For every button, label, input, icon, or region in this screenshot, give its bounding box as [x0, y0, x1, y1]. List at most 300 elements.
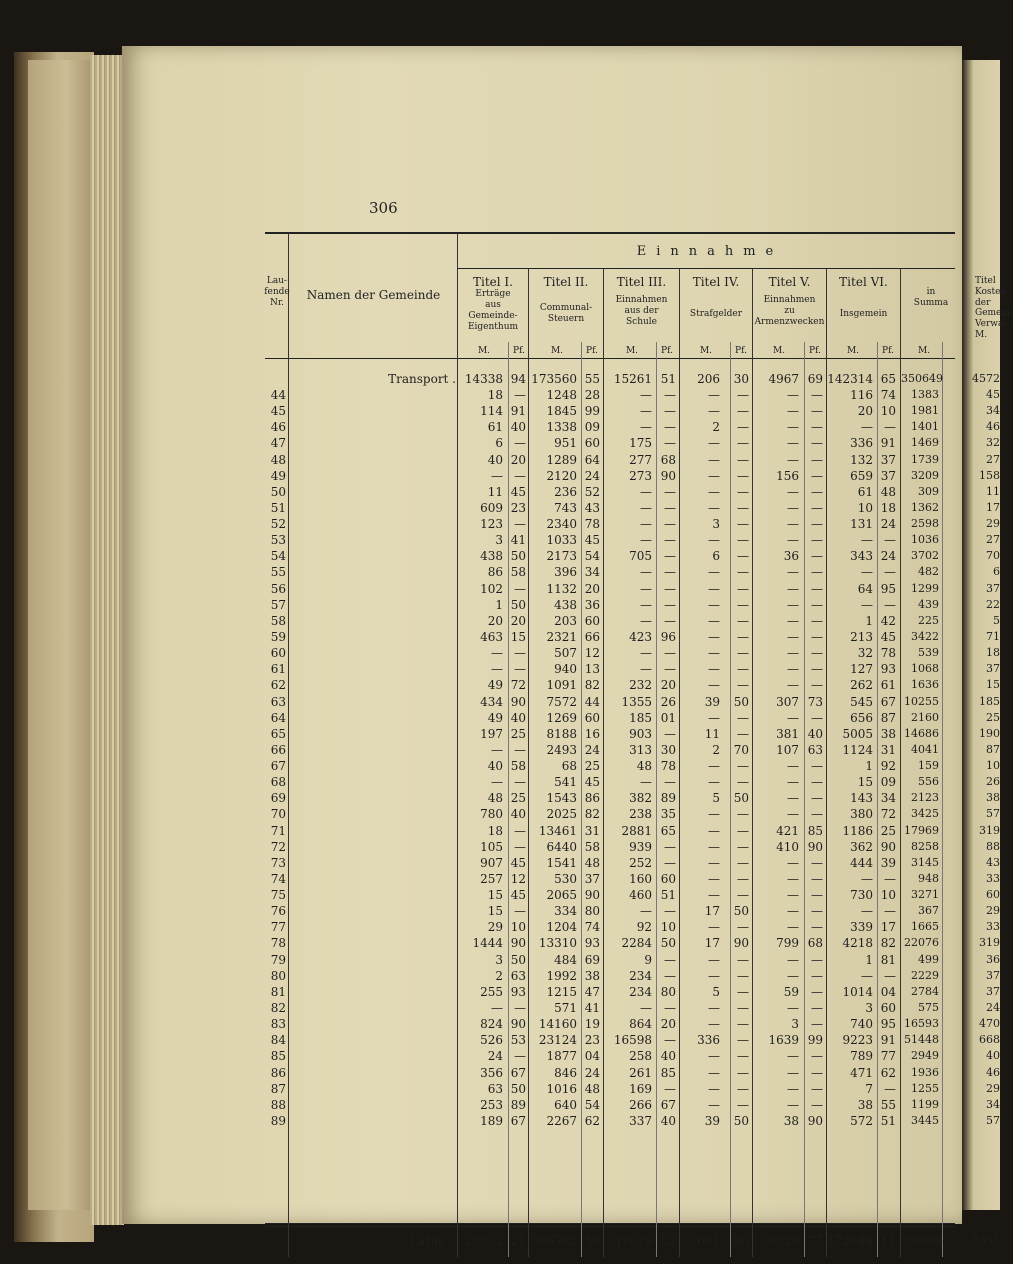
- cell: 47: [584, 984, 600, 999]
- cell: 69: [584, 952, 600, 967]
- cell: 656: [850, 710, 873, 725]
- facing-cell: 57: [986, 1113, 1000, 1127]
- header-name: Namen der Gemeinde: [306, 288, 441, 302]
- facing-cell: 18: [986, 646, 1000, 660]
- facing-cell: 158: [979, 468, 1000, 482]
- cell: —: [861, 597, 873, 612]
- row-number: 52: [270, 517, 286, 531]
- cell: —: [787, 533, 799, 548]
- cell: 04: [880, 984, 896, 999]
- cell: 60: [880, 1000, 896, 1015]
- cell: 96: [660, 630, 676, 644]
- row-number: 56: [270, 581, 286, 596]
- facing-cell: 470: [979, 1017, 1000, 1031]
- cell: 18: [487, 388, 503, 402]
- row-number: 82: [270, 1000, 286, 1015]
- cell: 24: [584, 468, 600, 483]
- row-number: 67: [270, 759, 286, 773]
- table-row: [0, 435, 1000, 451]
- cell: —: [708, 775, 720, 790]
- cell: —: [664, 1033, 676, 1048]
- header-title-1: Titel I. Erträge aus Gemeinde- Eigenthum: [467, 275, 519, 332]
- cell: 2881: [621, 823, 652, 838]
- cell: 609: [480, 500, 503, 515]
- header-title-3: Titel III. Einnahmen aus der Schule: [615, 275, 668, 327]
- cell: —: [640, 533, 652, 548]
- cell: 482: [918, 565, 939, 579]
- cell: —: [737, 484, 749, 499]
- cell: 25: [510, 791, 526, 806]
- cell: 434: [480, 694, 503, 709]
- cell: 80: [660, 984, 676, 999]
- cell: 40: [487, 452, 503, 467]
- row-number: 64: [270, 710, 286, 725]
- cell: —: [787, 404, 799, 419]
- cell: —: [787, 662, 799, 677]
- cell: —: [787, 630, 799, 644]
- cell: —: [708, 1065, 720, 1080]
- cell: 1981: [911, 404, 939, 418]
- cell: —: [708, 1000, 720, 1015]
- cell: —: [708, 388, 720, 402]
- cell: 40: [807, 726, 823, 741]
- cell: 1355: [621, 694, 652, 709]
- cell: —: [708, 759, 720, 773]
- cell: 10: [880, 888, 896, 902]
- cell: —: [708, 597, 720, 612]
- cell: —: [664, 404, 676, 419]
- cell: 799: [776, 936, 799, 951]
- table-row: [0, 935, 1000, 951]
- facing-cell: 29: [986, 904, 1000, 918]
- row-number: 57: [270, 597, 286, 612]
- cell: —: [491, 468, 503, 483]
- cell: —: [737, 823, 749, 838]
- cell: —: [737, 404, 749, 419]
- table-row: [0, 1048, 1000, 1064]
- cell: —: [884, 533, 896, 548]
- cell: 313: [629, 742, 652, 757]
- row-number: 77: [270, 920, 286, 935]
- cell: 36: [584, 597, 600, 612]
- transport-row: [0, 371, 1000, 387]
- table-row: [0, 484, 1000, 500]
- cell: 90: [807, 1113, 823, 1128]
- cell: 159: [918, 759, 939, 772]
- cell: 1338: [546, 420, 577, 435]
- cell: —: [708, 468, 720, 483]
- cell: 64: [584, 452, 600, 467]
- cell: 556: [918, 775, 939, 789]
- cell: 91: [880, 436, 896, 451]
- cell: —: [737, 452, 749, 467]
- cell: 90: [510, 694, 526, 709]
- cell: 2: [712, 420, 720, 435]
- cell: —: [811, 759, 823, 773]
- cell: 20: [487, 613, 503, 628]
- cell: 90: [807, 839, 823, 854]
- cell: 39: [704, 694, 720, 709]
- cell: —: [737, 871, 749, 886]
- row-number: 74: [270, 871, 286, 886]
- cell: 1541: [546, 855, 577, 870]
- cell: 463: [480, 630, 503, 644]
- facing-page-header: Titel Kosten der Gemein- Verwal- M.: [975, 276, 1013, 340]
- cell: 2160: [911, 710, 939, 724]
- cell: —: [664, 952, 676, 967]
- cell: —: [514, 1049, 526, 1064]
- cell: 2: [712, 742, 720, 757]
- table-row: [0, 839, 1000, 855]
- cell: 362: [850, 839, 873, 854]
- cell: —: [811, 630, 823, 644]
- cell: —: [664, 855, 676, 870]
- cell: 41: [584, 1000, 600, 1015]
- row-number: 63: [270, 694, 286, 709]
- cell: 32: [857, 646, 873, 661]
- cell: —: [640, 597, 652, 612]
- cell: 3: [495, 533, 503, 548]
- facing-cell: 33: [986, 871, 1000, 885]
- cell: 273: [629, 468, 652, 483]
- cell: 90: [733, 1234, 749, 1248]
- cell: 3422: [911, 630, 939, 643]
- unit-m: M.: [699, 346, 713, 356]
- cell: 3: [495, 952, 503, 967]
- cell: 356: [480, 1065, 503, 1080]
- table-row: [0, 581, 1000, 597]
- cell: 18: [880, 500, 896, 515]
- cell: —: [811, 1081, 823, 1096]
- cell: 13461: [538, 823, 577, 838]
- cell: 381: [776, 726, 799, 741]
- cell: 63: [487, 1081, 503, 1096]
- cell: 507: [554, 646, 577, 661]
- table-row: [0, 532, 1000, 548]
- cell: —: [811, 420, 823, 435]
- cell: 1636: [911, 678, 939, 692]
- cell: 1068: [911, 662, 939, 676]
- cell: —: [664, 1000, 676, 1015]
- cell: 1033: [546, 533, 577, 548]
- cell: 48: [487, 791, 503, 806]
- cell: —: [708, 1017, 720, 1032]
- cell: 2598: [911, 517, 939, 530]
- cell: —: [664, 968, 676, 983]
- row-number: 76: [270, 904, 286, 919]
- cell: 40: [660, 1049, 676, 1064]
- cell: —: [664, 597, 676, 612]
- cell: 86: [487, 565, 503, 580]
- cell: 1014: [842, 984, 873, 999]
- facing-cell: 22: [986, 597, 1000, 611]
- table-row: [0, 1000, 1000, 1016]
- cell: —: [811, 1000, 823, 1015]
- row-number: 69: [270, 791, 286, 806]
- cell: 234: [629, 984, 652, 999]
- cell: 2120: [546, 468, 577, 483]
- cell: 1739: [911, 452, 939, 466]
- cell: 12: [584, 646, 600, 661]
- cell: 8188: [546, 726, 577, 741]
- cell: 1036: [911, 533, 939, 547]
- table-row: [0, 726, 1000, 742]
- cell: —: [787, 420, 799, 435]
- table-row: [0, 823, 1000, 839]
- cell: 09: [880, 775, 896, 790]
- cell: 846: [554, 1065, 577, 1080]
- cell: —: [514, 904, 526, 919]
- cell: 94: [510, 372, 526, 386]
- cell: 20: [660, 678, 676, 693]
- row-number: 50: [270, 484, 286, 499]
- cell: 50: [733, 904, 749, 919]
- cell: —: [787, 1049, 799, 1064]
- cell: —: [737, 581, 749, 596]
- table-row: [0, 968, 1000, 984]
- table-row: [0, 710, 1000, 726]
- cell: —: [640, 1000, 652, 1015]
- cell: 62: [880, 1065, 896, 1080]
- cell: —: [787, 1097, 799, 1112]
- cell: —: [664, 517, 676, 531]
- cell: 6: [495, 436, 503, 451]
- cell: 439: [918, 597, 939, 611]
- cell: 499: [918, 952, 939, 966]
- facing-cell: 87: [986, 742, 1000, 756]
- cell: 232: [629, 678, 652, 693]
- cell: 3271: [911, 888, 939, 901]
- facing-cell: 29: [986, 1081, 1000, 1095]
- cell: 40: [487, 759, 503, 773]
- cell: 9: [644, 952, 652, 967]
- cell: —: [787, 710, 799, 725]
- cell: —: [811, 646, 823, 661]
- cell: 62: [584, 1113, 600, 1128]
- facing-cell: 24: [986, 1000, 1000, 1014]
- cell: 160: [629, 871, 652, 886]
- cell: 2340: [546, 517, 577, 531]
- cell: 73: [807, 694, 823, 709]
- cell: 89: [510, 1097, 526, 1112]
- cell: 50: [733, 791, 749, 806]
- cell: 50: [510, 1081, 526, 1096]
- cell: 2: [495, 968, 503, 983]
- cell: —: [737, 533, 749, 548]
- cell: 64: [857, 581, 873, 596]
- cell: 81: [880, 952, 896, 967]
- cell: 49: [487, 678, 503, 693]
- cell: —: [664, 436, 676, 451]
- cell: 17: [880, 920, 896, 935]
- header-title-6: Titel VI. Insgemein: [839, 275, 888, 320]
- cell: 95: [880, 1017, 896, 1032]
- cell: —: [737, 855, 749, 870]
- cell: 19: [584, 1017, 600, 1032]
- facing-cell: 15: [986, 678, 1000, 692]
- cell: 78: [880, 646, 896, 661]
- row-number: 49: [270, 468, 286, 483]
- cell: —: [787, 807, 799, 822]
- cell: 382: [629, 791, 652, 806]
- cell: 4967: [768, 372, 799, 386]
- cell: 68: [561, 759, 577, 773]
- cell: —: [514, 436, 526, 451]
- cell: —: [664, 726, 676, 741]
- cell: —: [708, 952, 720, 967]
- facing-cell: 57: [986, 807, 1000, 821]
- cell: 169: [629, 1081, 652, 1096]
- cell: 1091: [546, 678, 577, 693]
- cell: 16598: [613, 1033, 652, 1048]
- table-row: [0, 1097, 1000, 1113]
- cell: —: [514, 839, 526, 854]
- cell: 306702: [531, 1234, 577, 1248]
- cell: 77: [880, 1049, 896, 1064]
- cell: 780: [480, 807, 503, 822]
- cell: 309: [918, 484, 939, 498]
- cell: 3425: [911, 807, 939, 821]
- cell: 24: [584, 1065, 600, 1080]
- cell: —: [664, 549, 676, 564]
- cell: —: [787, 646, 799, 661]
- cell: —: [708, 500, 720, 515]
- cell: —: [787, 452, 799, 467]
- cell: 438: [554, 597, 577, 612]
- cell: —: [737, 597, 749, 612]
- unit-m: M.: [550, 346, 564, 356]
- cell: 92: [880, 759, 896, 773]
- cell: 1: [865, 759, 873, 773]
- cell: 185: [629, 710, 652, 725]
- cell: 55: [880, 1097, 896, 1112]
- cell: —: [640, 775, 652, 790]
- cell: 3: [791, 1017, 799, 1032]
- cell: —: [787, 775, 799, 790]
- cell: —: [737, 1065, 749, 1080]
- table-row: [0, 597, 1000, 613]
- cell: —: [737, 920, 749, 935]
- cell: 1016: [546, 1081, 577, 1096]
- cell: 2065: [546, 888, 577, 902]
- cell: 10: [857, 500, 873, 515]
- unit-pf: Pf.: [735, 346, 747, 356]
- cell: 15: [487, 888, 503, 902]
- cell: —: [708, 662, 720, 677]
- table-row: [0, 1113, 1000, 1129]
- cell: 173560: [531, 372, 577, 386]
- cell: 10: [510, 920, 526, 935]
- cell: 24: [584, 742, 600, 757]
- cell: —: [737, 388, 749, 402]
- cell: 66: [584, 630, 600, 644]
- cell: 203: [554, 613, 577, 628]
- cell: 90: [880, 839, 896, 854]
- table-row: [0, 419, 1000, 435]
- cell: 2784: [911, 984, 939, 998]
- cell: 572: [850, 1113, 873, 1128]
- cell: 2267: [546, 1113, 577, 1128]
- cell: 93: [510, 984, 526, 999]
- cell: 20: [510, 452, 526, 467]
- cell: 48: [636, 759, 652, 773]
- cell: 95: [880, 581, 896, 596]
- cell: 31: [584, 823, 600, 838]
- cell: 1992: [546, 968, 577, 983]
- cell: —: [514, 823, 526, 838]
- cell: —: [491, 742, 503, 757]
- facing-cell: 36: [986, 952, 1000, 966]
- cell: —: [664, 565, 676, 580]
- cell: —: [737, 710, 749, 725]
- cell: 87: [880, 710, 896, 725]
- cell: —: [708, 452, 720, 467]
- table-row: [0, 742, 1000, 758]
- cell: 48: [584, 855, 600, 870]
- cell: 29: [487, 920, 503, 935]
- cell: —: [640, 388, 652, 402]
- cell: 01: [660, 710, 676, 725]
- table-row: [0, 855, 1000, 871]
- cell: 114: [480, 404, 503, 419]
- cell: 91: [880, 1033, 896, 1048]
- cell: 175: [629, 436, 652, 451]
- facing-cell: 60: [986, 888, 1000, 901]
- cell: —: [811, 565, 823, 580]
- latus-label: Latus .: [410, 1234, 452, 1248]
- cell: —: [811, 710, 823, 725]
- cell: —: [514, 1000, 526, 1015]
- cell: 105: [480, 839, 503, 854]
- cell: 90: [660, 468, 676, 483]
- cell: 54: [584, 549, 600, 564]
- cell: 336: [850, 436, 873, 451]
- row-number: 85: [270, 1049, 286, 1064]
- cell: —: [737, 468, 749, 483]
- cell: 78: [660, 759, 676, 773]
- table-row: [0, 629, 1000, 645]
- cell: —: [811, 855, 823, 870]
- cell: —: [737, 839, 749, 854]
- cell: 1199: [911, 1097, 939, 1111]
- cell: —: [640, 904, 652, 919]
- cell: —: [640, 484, 652, 499]
- cell: 39: [880, 855, 896, 870]
- cell: 92: [636, 920, 652, 935]
- cell: 69: [807, 372, 823, 386]
- cell: 68: [660, 452, 676, 467]
- cell: 67: [510, 1113, 526, 1128]
- cell: 484: [554, 952, 577, 967]
- cell: 45: [880, 630, 896, 644]
- cell: —: [708, 1081, 720, 1096]
- table-row: [0, 677, 1000, 693]
- cell: —: [514, 646, 526, 661]
- cell: 59: [783, 984, 799, 999]
- row-number: 88: [270, 1097, 286, 1112]
- facing-cell: 5: [993, 613, 1000, 627]
- cell: 09: [584, 420, 600, 435]
- cell: —: [664, 388, 676, 402]
- cell: 53: [510, 1033, 526, 1048]
- cell: 253: [480, 1097, 503, 1112]
- cell: 225: [918, 613, 939, 627]
- cell: 2321: [546, 630, 577, 644]
- facing-cell: 11: [986, 484, 1000, 498]
- latus-top-rule-2: [265, 1226, 955, 1227]
- cell: —: [811, 1017, 823, 1032]
- cell: 252: [629, 855, 652, 870]
